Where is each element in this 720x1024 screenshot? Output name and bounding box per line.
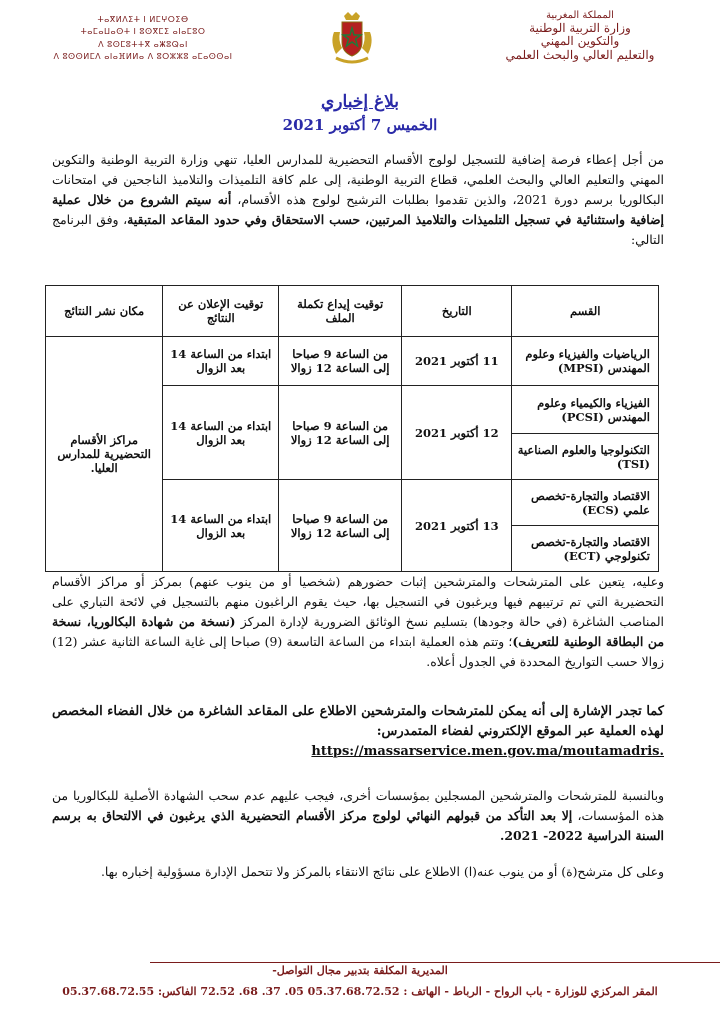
other-institutions-bold: إلا بعد التأكد من قبولهم النهائي لولوج مركز الأقسام التحضيرية الذي يرغبون في الالتحاق به برسم السنة الدراسية 2022- 2021.: [52, 808, 664, 843]
massar-link[interactable]: https://massarservice.men.gov.ma/moutamadris.: [311, 744, 664, 759]
results-responsibility-text: وعلى كل مترشح(ة) أو من ينوب عنه(ا) الاطلاع على نتائج الانتقاء بالمركز ولا تتحمل الإدارة مسؤولية إخباره بها.: [100, 864, 664, 879]
header-date: التاريخ: [402, 286, 512, 337]
intro-text-2: ، وفق البرنامج التالي:: [52, 212, 664, 247]
registration-text-2: ؛ وتتم هذه العملية ابتداء من الساعة التاسعة (9) صباحا إلى غاية الساعة الثانية عشر (12) زوالا حسب التواريخ المحددة في الجدول أعلاه.: [52, 634, 664, 669]
cell-date: 11 أكتوبر 2021: [402, 337, 512, 386]
cell-deposit: من الساعة 9 صباحا إلى الساعة 12 زوالا: [279, 337, 402, 386]
header-place: مكان نشر النتائج: [46, 286, 163, 337]
table-row: [46, 337, 659, 386]
footer-divider: [150, 962, 720, 963]
cell-results: ابتداء من الساعة 14 بعد الزوال: [163, 337, 279, 386]
cell-section: الاقتصاد والتجارة-تخصص تكنولوجي (ECT): [512, 526, 659, 572]
cell-date: 12 أكتوبر 2021: [402, 386, 512, 480]
cell-place: مراكز الأقسام التحضيرية للمدارس العليا.: [46, 337, 163, 572]
cell-date: 13 أكتوبر 2021: [402, 480, 512, 572]
letterhead-tifinagh: [28, 14, 258, 64]
schedule-table: [45, 285, 659, 572]
cell-section: الاقتصاد والتجارة-تخصص علمي (ECS): [512, 480, 659, 526]
letterhead-ministry-3: والتعليم العالي والبحث العلمي: [505, 48, 655, 63]
letterhead-kingdom: المملكة المغربية: [546, 10, 614, 21]
cell-deposit: من الساعة 9 صباحا إلى الساعة 12 زوالا: [279, 480, 402, 572]
cell-results: ابتداء من الساعة 14 بعد الزوال: [163, 480, 279, 572]
cell-section: الرياضيات والفيزياء وعلوم المهندس (MPSI): [512, 337, 659, 386]
header-deposit: توقيت إيداع تكملة الملف: [279, 286, 402, 337]
document-date: الخميس 7 أكتوبر 2021: [282, 116, 438, 134]
footer-directorate: المديرية المكلفة بتدبير مجال التواصل-: [272, 964, 448, 977]
tifinagh-line-2: ⵜⴰⵎⴰⵡⴰⵙⵜ ⵏ ⵓⵙⴳⵎⵉ ⴰⵏⴰⵎⵓⵔ: [80, 27, 206, 37]
intro-text-1: من أجل إعطاء فرصة إضافية للتسجيل لولوج الأقسام التحضيرية للمدارس العليا، تنهي وزارة التربية الوطنية والتكوين المهني والتعليم العالي والبحث العلمي، قطاع التربية الوطنية، إلى علم كافة التلميذات والتلاميذ الناجحين في امتحانات البكالوريا برسم دورة 2021، والذين تقدموا بطلبات الترشيح لولوج هذه الأقسام،: [52, 152, 664, 207]
letterhead-ministry: وزارة التربية الوطنية: [529, 20, 631, 35]
cell-section: التكنولوجيا والعلوم الصناعية (TSI): [512, 434, 659, 480]
cell-deposit: من الساعة 9 صباحا إلى الساعة 12 زوالا: [279, 386, 402, 480]
registration-paragraph: [52, 572, 664, 672]
registration-documents: (نسخة من شهادة البكالوريا، نسخة من البطاقة الوطنية للتعريف): [52, 614, 664, 649]
footer-address: المقر المركزي للوزارة - باب الرواح - الرباط - الهاتف : 05.37.68.72.52 05. 37. 68. 72.52 الفاكس: 05.37.68.72.55: [62, 985, 658, 998]
document-title: بلاغ إخباري: [321, 92, 399, 112]
intro-paragraph: [52, 150, 664, 250]
vacancies-text: كما تجدر الإشارة إلى أنه يمكن للمترشحات والمترشحين الاطلاع على المقاعد الشاغرة من خلال الفضاء المخصص لهذه العملية عبر الموقع الإلكتروني لفضاء المتمدرس:: [52, 704, 664, 739]
other-institutions-paragraph: [52, 786, 664, 846]
tifinagh-line-1: ⵜⴰⴳⵍⴷⵉⵜ ⵏ ⵍⵎⵖⵔⵉⴱ: [97, 15, 189, 24]
intro-text-bold: أنه سيتم الشروع من خلال عملية إضافية واستثنائية في تسجيل التلميذات والتلاميذ المرتبين، حسب الاستحقاق وفي حدود المقاعد المتبقية: [52, 192, 664, 227]
cell-section: الفيزياء والكيمياء وعلوم المهندس (PCSI): [512, 386, 659, 434]
title-block: [0, 92, 720, 134]
results-responsibility-paragraph: [52, 862, 664, 882]
header-section: القسم: [512, 286, 659, 337]
table-header-row: [46, 286, 659, 337]
header-results: توقيت الإعلان عن النتائج: [163, 286, 279, 337]
registration-text-1: وعليه، يتعين على المترشحات والمترشحين إثبات حضورهم (شخصيا أو من ينوب عنهم) بمركز أو مراكز الأقسام التحضيرية التي تم ترتيبهم فيها ويرغبون في التسجيل بها، حيث يقوم الراغبون منهم بالتسجيل في لائحة التباري على المناصب الشاغرة (في حالة وجودها) بتسليم نسخ الوثائق الضرورية لإدارة المركز: [52, 574, 664, 629]
other-institutions-text: وبالنسبة للمترشحات والمترشحين المسجلين بمؤسسات أخرى، فيجب عليهم عدم سحب الشهادة الأصلية للبكالوريا من هذه المؤسسات،: [52, 788, 664, 823]
cell-results: ابتداء من الساعة 14 بعد الزوال: [163, 386, 279, 480]
tifinagh-line-3: ⴷ ⵓⵙⵎⵓⵜⵜⴳ ⴰⵥⵓⵕⴰⵏ: [98, 39, 188, 49]
coat-of-arms-icon: [322, 8, 382, 68]
vacancies-paragraph: [52, 702, 664, 762]
letterhead-ministry-2: والتكوين المهني: [540, 34, 620, 49]
letterhead-arabic: [470, 10, 690, 63]
tifinagh-line-4: ⴷ ⵓⵙⵙⵍⵎⴷ ⴰⵏⴰⴼⵍⵍⴰ ⴷ ⵓⵔⵣⵣⵓ ⴰⵎⴰⵙⵙⴰⵏ: [53, 52, 233, 62]
